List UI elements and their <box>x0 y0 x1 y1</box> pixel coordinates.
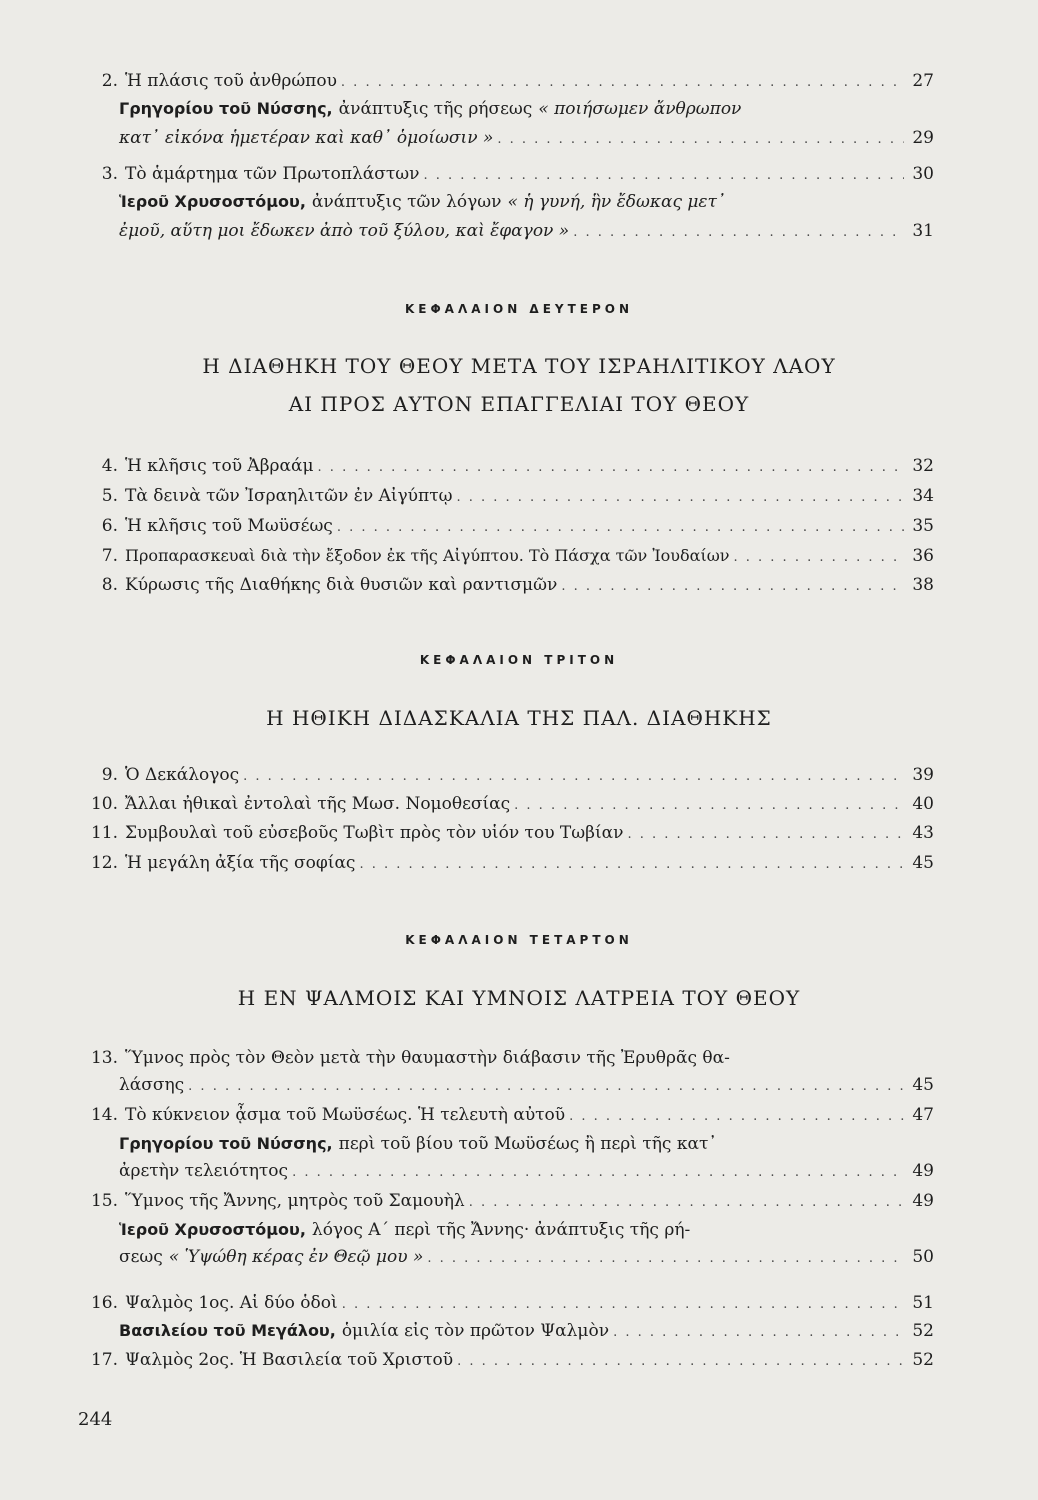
toc-entry <box>78 793 934 817</box>
entry-page: 45 <box>912 1075 934 1095</box>
entry-text: Τὸ ἁμάρτημα τῶν Πρωτοπλάστων <box>125 164 420 184</box>
entry-page: 32 <box>912 456 934 476</box>
entry-text: Ἡ μεγάλη ἀξία τῆς σοφίας <box>125 853 356 873</box>
toc-entry <box>78 545 934 569</box>
dot-leader <box>514 795 904 817</box>
toc-entry <box>78 1349 934 1373</box>
toc-entry <box>78 574 934 598</box>
entry-text: σεως <box>119 1247 163 1267</box>
author-name: Γρηγορίου τοῦ Νύσσης, <box>119 99 333 118</box>
author-name: Βασιλείου τοῦ Μεγάλου, <box>119 1321 336 1340</box>
entry-page: 47 <box>912 1105 934 1125</box>
entry-text: Ὁ Δεκάλογος <box>125 765 240 785</box>
entry-text: ἀνάπτυξις τῆς ρήσεως <box>338 99 533 119</box>
toc-entry <box>78 1190 934 1214</box>
entry-quote: « ἡ γυνή, ἣν ἔδωκας μετ᾽ <box>507 192 726 212</box>
entry-number: 16. <box>90 1293 118 1313</box>
entry-page: 34 <box>912 486 934 506</box>
entry-text: Ὕμνος τῆς Ἄννης, μητρὸς τοῦ Σαμουὴλ <box>125 1191 465 1211</box>
entry-quote: « ποιήσωμεν ἄνθρωπον <box>538 99 742 119</box>
dot-leader <box>341 72 904 94</box>
entry-page: 49 <box>912 1191 934 1211</box>
entry-text: ἀρετὴν τελειότητος <box>119 1161 289 1181</box>
dot-leader <box>423 165 904 187</box>
entry-text: Συμβουλαὶ τοῦ εὐσεβοῦς Τωβὶτ πρὸς τὸν υἱόν του Τωβίαν <box>125 823 624 843</box>
dot-leader <box>427 1248 904 1270</box>
entry-page: 52 <box>912 1350 934 1370</box>
entry-number: 17. <box>90 1350 118 1370</box>
chapter-title: Η ΔΙΑΘΗΚΗ ΤΟΥ ΘΕΟΥ ΜΕΤΑ ΤΟΥ ΙΣΡΑΗΛΙΤΙΚΟΥ ΛΑΟΥ <box>202 354 836 378</box>
entry-page: 27 <box>912 71 934 91</box>
dot-leader <box>188 1076 904 1098</box>
entry-text: Ἄλλαι ἠθικαὶ ἐντολαὶ τῆς Μωσ. Νομοθεσίας <box>125 794 511 814</box>
dot-leader <box>497 129 904 151</box>
entry-text: λόγος Α΄ περὶ τῆς Ἄννης· ἀνάπτυξις τῆς ρή- <box>311 1220 691 1240</box>
chapter-label: ΚΕΦΑΛΑΙΟΝ ΔΕΥΤΕΡΟΝ <box>404 302 634 316</box>
toc-subentry <box>78 1320 934 1344</box>
entry-page: 45 <box>912 853 934 873</box>
toc-entry <box>78 1047 934 1098</box>
toc-subentry <box>78 1133 934 1184</box>
entry-text: Τὸ κύκνειον ᾆσμα τοῦ Μωϋσέως. Ἡ τελευτὴ αὐτοῦ <box>125 1105 566 1125</box>
toc-entry <box>78 852 934 876</box>
entry-number: 9. <box>101 765 118 785</box>
toc-entry <box>78 822 934 846</box>
entry-page: 35 <box>912 516 934 536</box>
chapter-title: Η ΗΘΙΚΗ ΔΙΔΑΣΚΑΛΙΑ ΤΗΣ ΠΑΛ. ΔΙΑΘΗΚΗΣ <box>266 706 772 730</box>
entry-quote: ἐμοῦ, αὕτη μοι ἔδωκεν ἀπὸ τοῦ ξύλου, καὶ ἔφαγον » <box>119 221 570 241</box>
entry-page: 38 <box>912 575 934 595</box>
entry-number: 12. <box>90 853 118 873</box>
entry-text: ὁμιλία εἰς τὸν πρῶτον Ψαλμὸν <box>341 1321 610 1341</box>
entry-text: Ψαλμὸς 2ος. Ἡ Βασιλεία τοῦ Χριστοῦ <box>125 1350 454 1370</box>
entry-text: ἀνάπτυξις τῶν λόγων <box>311 192 502 212</box>
entry-text: περὶ τοῦ βίου τοῦ Μωϋσέως ἢ περὶ τῆς κατ᾽ <box>338 1134 717 1154</box>
entry-number: 10. <box>90 794 118 814</box>
entry-number: 14. <box>90 1105 118 1125</box>
entry-number: 8. <box>101 575 118 595</box>
toc-entry <box>78 455 934 479</box>
toc-entry <box>78 485 934 509</box>
entry-text: Προπαρασκευαὶ διὰ τὴν ἔξοδον ἐκ τῆς Αἰγύπτου. Τὸ Πάσχα τῶν Ἰουδαίων <box>125 546 730 565</box>
entry-page: 39 <box>912 765 934 785</box>
entry-text: Ἡ πλάσις τοῦ ἀνθρώπου <box>125 71 337 91</box>
entry-page: 52 <box>912 1321 934 1341</box>
chapter-subtitle: ΑΙ ΠΡΟΣ ΑΥΤΟΝ ΕΠΑΓΓΕΛΙΑΙ ΤΟΥ ΘΕΟΥ <box>288 392 750 416</box>
entry-text: Τὰ δεινὰ τῶν Ἰσραηλιτῶν ἐν Αἰγύπτῳ <box>125 486 453 506</box>
entry-number: 6. <box>101 516 118 536</box>
toc-subentry <box>78 98 934 151</box>
chapter-title: Η ΕΝ ΨΑΛΜΟΙΣ ΚΑΙ ΥΜΝΟΙΣ ΛΑΤΡΕΙΑ ΤΟΥ ΘΕΟΥ <box>237 986 801 1010</box>
dot-leader <box>243 766 904 788</box>
dot-leader <box>359 854 904 876</box>
chapter-label: ΚΕΦΑΛΑΙΟΝ ΤΕΤΑΡΤΟΝ <box>405 933 633 947</box>
toc-entry <box>78 515 934 539</box>
entry-number: 3. <box>101 164 118 184</box>
entry-quote: « Ὑψώθη κέρας ἐν Θεῷ μου » <box>168 1247 424 1267</box>
entry-page: 43 <box>912 823 934 843</box>
entry-text: Κύρωσις τῆς Διαθήκης διὰ θυσιῶν καὶ ραντισμῶν <box>125 575 558 595</box>
toc-entry <box>78 163 934 187</box>
entry-number: 15. <box>90 1191 118 1211</box>
dot-leader <box>342 1294 904 1316</box>
entry-page: 30 <box>912 164 934 184</box>
entry-page: 31 <box>912 221 934 241</box>
dot-leader <box>613 1322 904 1344</box>
dot-leader <box>457 1351 904 1373</box>
toc-entry <box>78 1104 934 1128</box>
dot-leader <box>627 824 904 846</box>
dot-leader <box>292 1162 904 1184</box>
chapter-label: ΚΕΦΑΛΑΙΟΝ ΤΡΙΤΟΝ <box>419 653 619 667</box>
author-name: Ἱεροῦ Χρυσοστόμου, <box>119 192 306 211</box>
dot-leader <box>456 487 904 509</box>
dot-leader <box>561 576 904 598</box>
toc-subentry <box>78 191 934 244</box>
entry-page: 40 <box>912 794 934 814</box>
entry-text: Ἡ κλῆσις τοῦ Μωϋσέως <box>125 516 333 536</box>
entry-page: 51 <box>912 1293 934 1313</box>
dot-leader <box>734 547 905 569</box>
dot-leader <box>569 1106 904 1128</box>
entry-number: 13. <box>90 1048 118 1068</box>
entry-quote: κατ᾽ εἰκόνα ἡμετέραν καὶ καθ᾽ ὁμοίωσιν » <box>119 128 494 148</box>
toc-entry <box>78 70 934 94</box>
entry-page: 29 <box>912 128 934 148</box>
entry-page: 50 <box>912 1247 934 1267</box>
entry-text: λάσσης <box>119 1075 185 1095</box>
entry-page: 36 <box>912 546 934 566</box>
author-name: Ἱεροῦ Χρυσοστόμου, <box>119 1220 306 1239</box>
dot-leader <box>573 222 904 244</box>
entry-number: 7. <box>101 546 118 566</box>
entry-text: Ψαλμὸς 1ος. Αἱ δύο ὁδοὶ <box>125 1293 338 1313</box>
entry-page: 49 <box>912 1161 934 1181</box>
entry-text: Ὕμνος πρὸς τὸν Θεὸν μετὰ τὴν θαυμαστὴν διάβασιν τῆς Ἐρυθρᾶς θα- <box>125 1048 730 1068</box>
page-number: 244 <box>78 1409 113 1430</box>
author-name: Γρηγορίου τοῦ Νύσσης, <box>119 1134 333 1153</box>
dot-leader <box>469 1192 904 1214</box>
entry-number: 2. <box>101 71 118 91</box>
entry-number: 11. <box>90 823 118 843</box>
entry-number: 4. <box>101 456 118 476</box>
dot-leader <box>318 457 904 479</box>
toc-entry <box>78 1292 934 1316</box>
entry-text: Ἡ κλῆσις τοῦ Ἀβραάμ <box>125 456 314 476</box>
toc-subentry <box>78 1219 934 1270</box>
toc-entry <box>78 764 934 788</box>
dot-leader <box>337 517 904 539</box>
entry-number: 5. <box>101 486 118 506</box>
